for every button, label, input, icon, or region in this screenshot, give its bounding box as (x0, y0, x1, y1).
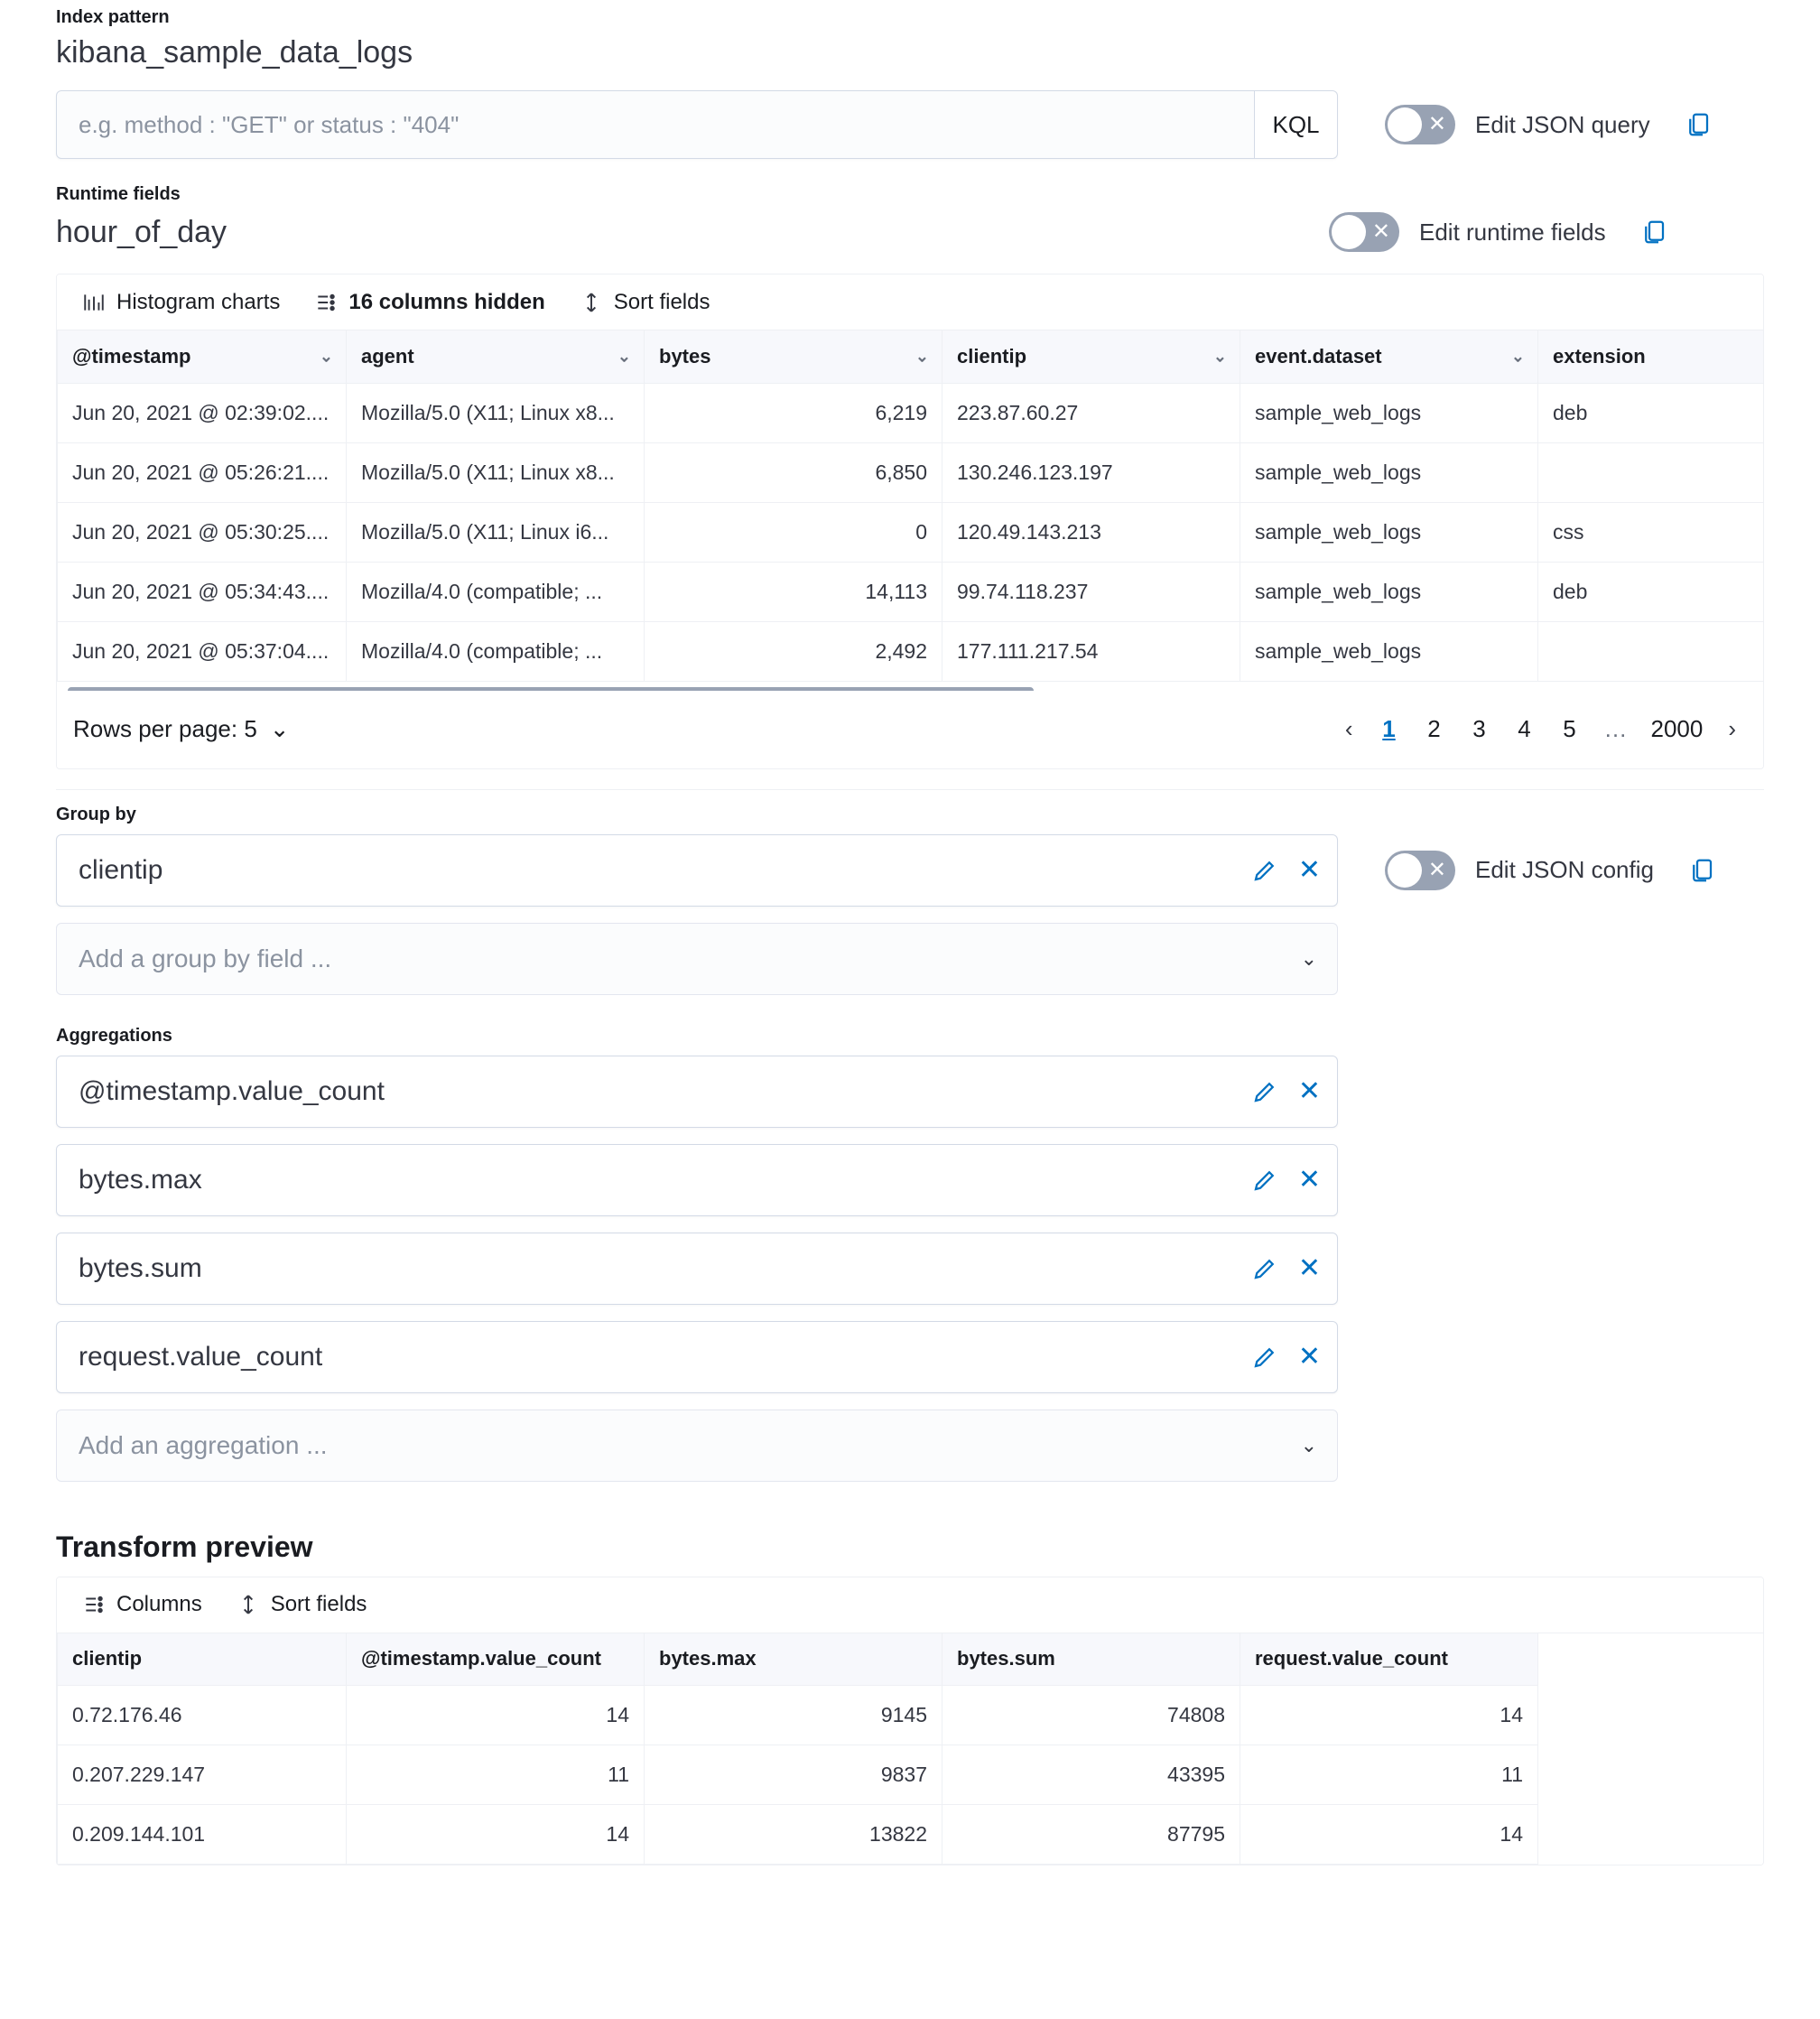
column-header-label: event.dataset (1255, 344, 1382, 368)
cell: sample_web_logs (1240, 562, 1538, 621)
aggregation-item-label: @timestamp.value_count (79, 1075, 385, 1106)
cell: deb (1538, 562, 1764, 621)
group-by-label: Group by (56, 804, 136, 824)
histogram-charts-label: Histogram charts (116, 289, 281, 314)
preview-columns-label: Columns (116, 1592, 202, 1616)
cell: 11 (1240, 1745, 1538, 1805)
cell: 14 (1240, 1805, 1538, 1865)
column-header-request-value-count[interactable]: request.value_count (1240, 1633, 1538, 1686)
table-row[interactable] (58, 1805, 1764, 1865)
cell: Jun 20, 2021 @ 05:26:21.... (58, 442, 347, 502)
preview-toolbar (57, 1577, 1763, 1633)
sort-icon (580, 291, 603, 314)
page-ellipsis: … (1603, 715, 1628, 742)
cell: 14,113 (645, 562, 942, 621)
cell: Jun 20, 2021 @ 05:30:25.... (58, 502, 347, 562)
cell (1538, 1805, 1764, 1865)
add-group-by-row (0, 923, 1820, 1011)
cell: 74808 (942, 1686, 1240, 1745)
preview-sort-fields-button[interactable] (222, 1586, 382, 1623)
sort-icon (237, 1593, 260, 1616)
edit-icon[interactable] (1251, 1167, 1278, 1194)
cell: 0.209.144.101 (58, 1805, 347, 1865)
runtime-fields-value: hour_of_day (56, 214, 228, 249)
aggregation-item-label: bytes.max (79, 1164, 202, 1195)
edit-json-query-switch[interactable]: ✕ (1385, 105, 1455, 144)
cell (1538, 621, 1764, 681)
table-row[interactable] (58, 1686, 1764, 1745)
preview-table (57, 1633, 1764, 1865)
add-group-by-placeholder: Add a group by field ... (79, 944, 332, 972)
edit-icon[interactable] (1251, 1255, 1278, 1282)
aggregation-item-label: request.value_count (79, 1341, 323, 1372)
aggregation-row (0, 1233, 1820, 1321)
preview-sort-fields-label: Sort fields (270, 1592, 367, 1616)
cell (1538, 1745, 1764, 1805)
columns-icon (314, 291, 338, 314)
group-by-item-label: clientip (79, 854, 163, 885)
cell: 14 (1240, 1686, 1538, 1745)
add-aggregation-placeholder: Add an aggregation ... (79, 1430, 328, 1459)
runtime-fields-label: Runtime fields (56, 184, 181, 204)
edit-json-query-toggle-group (1385, 105, 1712, 144)
index-pattern-value: kibana_sample_data_logs (56, 35, 413, 70)
column-header-label: extension (1553, 344, 1646, 368)
cell: Mozilla/4.0 (compatible; ... (347, 621, 645, 681)
cell: Mozilla/5.0 (X11; Linux x8... (347, 383, 645, 442)
cell: Mozilla/5.0 (X11; Linux i6... (347, 502, 645, 562)
table-row[interactable] (58, 383, 1764, 442)
cell: sample_web_logs (1240, 383, 1538, 442)
cell (1538, 442, 1764, 502)
column-header-agent[interactable] (347, 330, 645, 383)
edit-json-config-toggle-group (1385, 851, 1715, 890)
aggregation-row (0, 1321, 1820, 1410)
remove-icon[interactable]: ✕ (1297, 1164, 1321, 1195)
cell: Jun 20, 2021 @ 05:37:04.... (58, 621, 347, 681)
remove-icon[interactable]: ✕ (1297, 1075, 1321, 1106)
cell: 9145 (645, 1686, 942, 1745)
cell: Jun 20, 2021 @ 05:34:43.... (58, 562, 347, 621)
cell: Mozilla/4.0 (compatible; ... (347, 562, 645, 621)
histogram-charts-button[interactable] (68, 284, 294, 321)
cell: 130.246.123.197 (942, 442, 1240, 502)
page-button-1[interactable]: 1 (1382, 715, 1396, 742)
cell: Mozilla/5.0 (X11; Linux x8... (347, 442, 645, 502)
query-input[interactable] (57, 91, 1254, 158)
column-header-label: clientip (957, 344, 1027, 368)
query-language-badge[interactable]: KQL (1254, 91, 1337, 158)
table-row[interactable] (58, 1745, 1764, 1805)
rows-per-page-label: Rows per page: 5 (73, 715, 257, 742)
column-header-clientip[interactable] (942, 330, 1240, 383)
cell: 0 (645, 502, 942, 562)
transform-preview-title: Transform preview (56, 1530, 313, 1563)
cell: 120.49.143.213 (942, 502, 1240, 562)
columns-icon (82, 1593, 106, 1616)
edit-icon[interactable] (1251, 1344, 1278, 1371)
add-aggregation-combobox[interactable] (56, 1410, 1338, 1482)
chevron-down-icon[interactable]: ⌄ (617, 347, 631, 366)
sort-fields-button[interactable] (565, 284, 725, 321)
chevron-down-icon: ⌄ (269, 715, 290, 742)
page-button-5[interactable]: 5 (1563, 715, 1576, 742)
source-grid-toolbar (57, 274, 1763, 330)
edit-runtime-fields-toggle-group (1329, 212, 1667, 252)
source-data-grid (56, 274, 1764, 769)
table-row[interactable] (58, 562, 1764, 621)
column-header-extension[interactable] (1538, 330, 1764, 383)
previous-page-button[interactable]: ‹ (1344, 715, 1353, 742)
cell: sample_web_logs (1240, 442, 1538, 502)
divider (56, 789, 1764, 790)
cell: 99.74.118.237 (942, 562, 1240, 621)
cell: 14 (347, 1686, 645, 1745)
remove-icon[interactable]: ✕ (1297, 854, 1321, 885)
column-header-bytes-sum[interactable]: bytes.sum (942, 1633, 1240, 1686)
cell: 2,492 (645, 621, 942, 681)
remove-icon[interactable]: ✕ (1297, 1252, 1321, 1283)
column-header-label: @timestamp (72, 344, 191, 368)
cell: Jun 20, 2021 @ 02:39:02.... (58, 383, 347, 442)
edit-icon[interactable] (1251, 857, 1278, 884)
cell: sample_web_logs (1240, 502, 1538, 562)
index-pattern-label: Index pattern (56, 7, 170, 27)
sort-fields-label: Sort fields (613, 289, 710, 314)
copy-icon[interactable] (1685, 111, 1712, 138)
aggregation-row (0, 1144, 1820, 1233)
aggregations-label: Aggregations (56, 1025, 172, 1046)
chevron-down-icon[interactable]: ⌄ (1212, 347, 1227, 366)
add-group-by-field-combobox[interactable] (56, 923, 1338, 995)
cell: 6,219 (645, 383, 942, 442)
page-button-4[interactable]: 4 (1518, 715, 1531, 742)
copy-icon[interactable] (1640, 219, 1667, 246)
group-by-row (0, 834, 1820, 923)
column-header-bytes[interactable] (645, 330, 942, 383)
transform-preview-grid (56, 1577, 1764, 1866)
page-button-3[interactable]: 3 (1472, 715, 1486, 742)
group-by-item-clientip[interactable] (56, 834, 1338, 907)
columns-hidden-button[interactable] (300, 284, 559, 321)
aggregation-item-label: bytes.sum (79, 1252, 202, 1283)
page-button-last[interactable]: 2000 (1650, 715, 1704, 742)
pagination (1336, 710, 1745, 749)
preview-columns-button[interactable] (68, 1586, 217, 1623)
runtime-fields-row (0, 212, 1820, 252)
source-grid-pagination-row (57, 691, 1763, 768)
source-table (57, 330, 1764, 682)
histogram-icon (82, 291, 106, 314)
aggregation-item-timestamp-value-count[interactable] (56, 1056, 1338, 1128)
column-header-bytes-max[interactable]: bytes.max (645, 1633, 942, 1686)
page-button-2[interactable]: 2 (1427, 715, 1441, 742)
edit-json-config-switch[interactable]: ✕ (1385, 851, 1455, 890)
aggregation-item-bytes-max[interactable] (56, 1144, 1338, 1216)
cell: sample_web_logs (1240, 621, 1538, 681)
column-header-clientip[interactable]: clientip (58, 1633, 347, 1686)
cell: 87795 (942, 1805, 1240, 1865)
aggregation-item-request-value-count[interactable] (56, 1321, 1338, 1393)
edit-json-config-label: Edit JSON config (1475, 856, 1654, 883)
table-row[interactable] (58, 442, 1764, 502)
query-row (0, 90, 1820, 159)
cell (1538, 1686, 1764, 1745)
cell: 0.72.176.46 (58, 1686, 347, 1745)
copy-icon[interactable] (1688, 857, 1715, 884)
cell: 177.111.217.54 (942, 621, 1240, 681)
column-header-timestamp[interactable] (58, 330, 347, 383)
cell: 223.87.60.27 (942, 383, 1240, 442)
next-page-button[interactable]: › (1728, 715, 1736, 742)
column-header-label: agent (361, 344, 414, 368)
column-header-timestamp-value-count[interactable]: @timestamp.value_count (347, 1633, 645, 1686)
chevron-down-icon[interactable]: ⌄ (1510, 347, 1525, 366)
chevron-down-icon[interactable]: ⌄ (1300, 1433, 1317, 1456)
cell: 43395 (942, 1745, 1240, 1805)
cell: 11 (347, 1745, 645, 1805)
preview-header-row (58, 1633, 1764, 1686)
chevron-down-icon[interactable]: ⌄ (915, 347, 929, 366)
chevron-down-icon[interactable]: ⌄ (319, 347, 333, 366)
add-aggregation-row (0, 1410, 1820, 1498)
cell: 6,850 (645, 442, 942, 502)
edit-runtime-fields-label: Edit runtime fields (1419, 218, 1606, 246)
cell: deb (1538, 383, 1764, 442)
cell: 14 (347, 1805, 645, 1865)
rows-per-page-button[interactable] (73, 715, 290, 743)
columns-hidden-label: 16 columns hidden (348, 289, 545, 314)
cell: 0.207.229.147 (58, 1745, 347, 1805)
column-header-label: bytes (659, 344, 711, 368)
edit-icon[interactable] (1251, 1078, 1278, 1105)
column-header-empty (1538, 1633, 1764, 1686)
cell: 9837 (645, 1745, 942, 1805)
query-bar[interactable] (56, 90, 1338, 159)
edit-json-query-label: Edit JSON query (1475, 110, 1650, 138)
aggregation-item-bytes-sum[interactable] (56, 1233, 1338, 1305)
cell: css (1538, 502, 1764, 562)
source-table-header-row (58, 330, 1764, 383)
horizontal-scrollbar[interactable] (57, 682, 1763, 691)
remove-icon[interactable]: ✕ (1297, 1341, 1321, 1372)
cell: 13822 (645, 1805, 942, 1865)
column-header-event-dataset[interactable] (1240, 330, 1538, 383)
aggregation-row (0, 1056, 1820, 1144)
edit-runtime-fields-switch[interactable]: ✕ (1329, 212, 1399, 252)
table-row[interactable] (58, 621, 1764, 681)
chevron-down-icon[interactable]: ⌄ (1300, 946, 1317, 970)
table-row[interactable] (58, 502, 1764, 562)
